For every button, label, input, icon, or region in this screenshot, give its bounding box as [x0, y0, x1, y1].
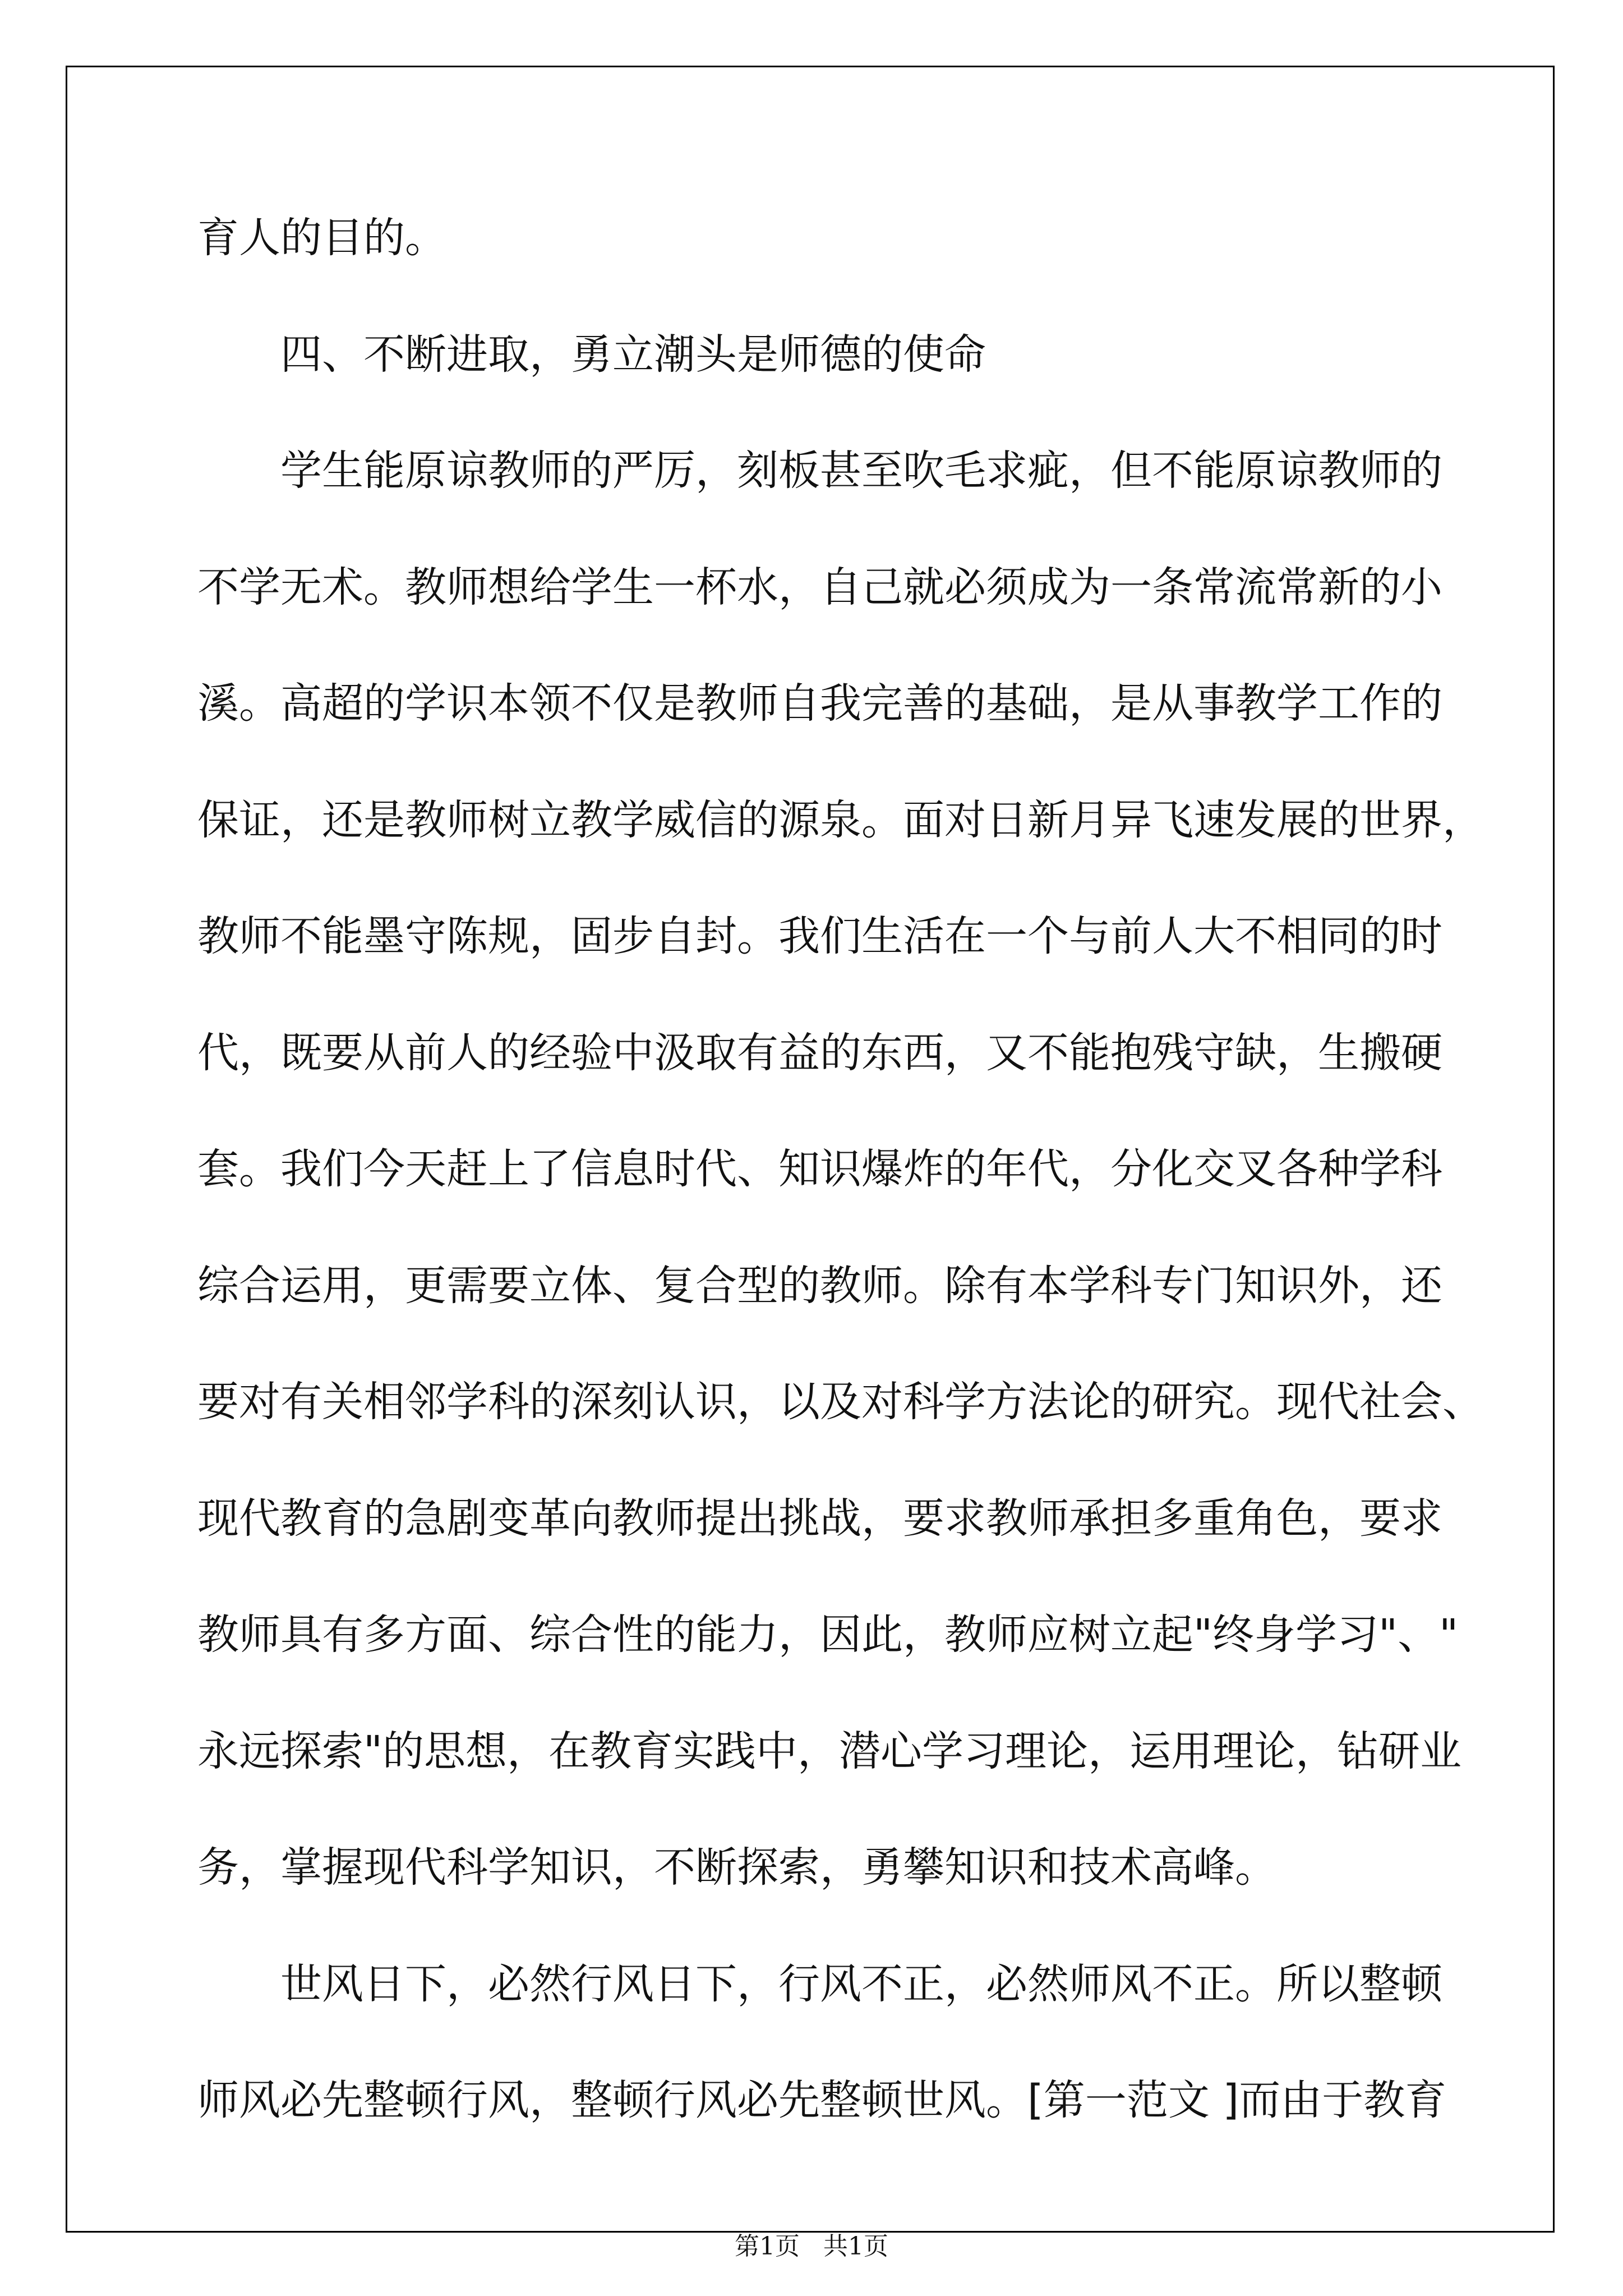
- text-line: 综合运用，更需要立体、复合型的教师。除有本学科专门知识外，还: [197, 1262, 1442, 1310]
- section-heading: 四、不断进取，勇立潮头是师德的使命: [280, 330, 986, 379]
- text-line: 套。我们今天赶上了信息时代、知识爆炸的年代，分化交叉各种学科: [197, 1145, 1442, 1193]
- text-line: 永远探索"的思想，在教育实践中，潜心学习理论，运用理论，钻研业: [197, 1727, 1462, 1775]
- text-line: 师风必先整顿行风，整顿行风必先整顿世风。[第一范文 ]而由于教育: [197, 2076, 1447, 2124]
- text-line: 教师具有多方面、综合性的能力，因此，教师应树立起"终身学习"、": [197, 1611, 1459, 1659]
- page-footer: [0, 2233, 1623, 2261]
- text-line: 保证，还是教师树立教学威信的源泉。面对日新月异飞速发展的世界，: [197, 796, 1484, 844]
- paragraph-first-line: 世风日下，必然行风日下，行风不正，必然师风不正。所以整顿: [280, 1960, 1442, 2008]
- text-line: 溪。高超的学识本领不仅是教师自我完善的基础，是从事教学工作的: [197, 679, 1442, 728]
- text-line: 不学无术。教师想给学生一杯水，自己就必须成为一条常流常新的小: [197, 563, 1442, 611]
- text-line: 务，掌握现代科学知识，不断探索，勇攀知识和技术高峰。: [197, 1843, 1276, 1892]
- text-line: 育人的目的。: [197, 214, 446, 262]
- paragraph-first-line: 学生能原谅教师的严厉，刻板甚至吹毛求疵，但不能原谅教师的: [280, 447, 1442, 495]
- page-number: 第1页 共1页: [735, 2232, 888, 2261]
- text-line: 代，既要从前人的经验中汲取有益的东西，又不能抱残守缺，生搬硬: [197, 1029, 1442, 1077]
- text-line: 现代教育的急剧变革向教师提出挑战，要求教师承担多重角色，要求: [197, 1494, 1442, 1543]
- text-line: 要对有关相邻学科的深刻认识，以及对科学方法论的研究。现代社会、: [197, 1378, 1484, 1426]
- text-line: 教师不能墨守陈规，固步自封。我们生活在一个与前人大不相同的时: [197, 912, 1442, 960]
